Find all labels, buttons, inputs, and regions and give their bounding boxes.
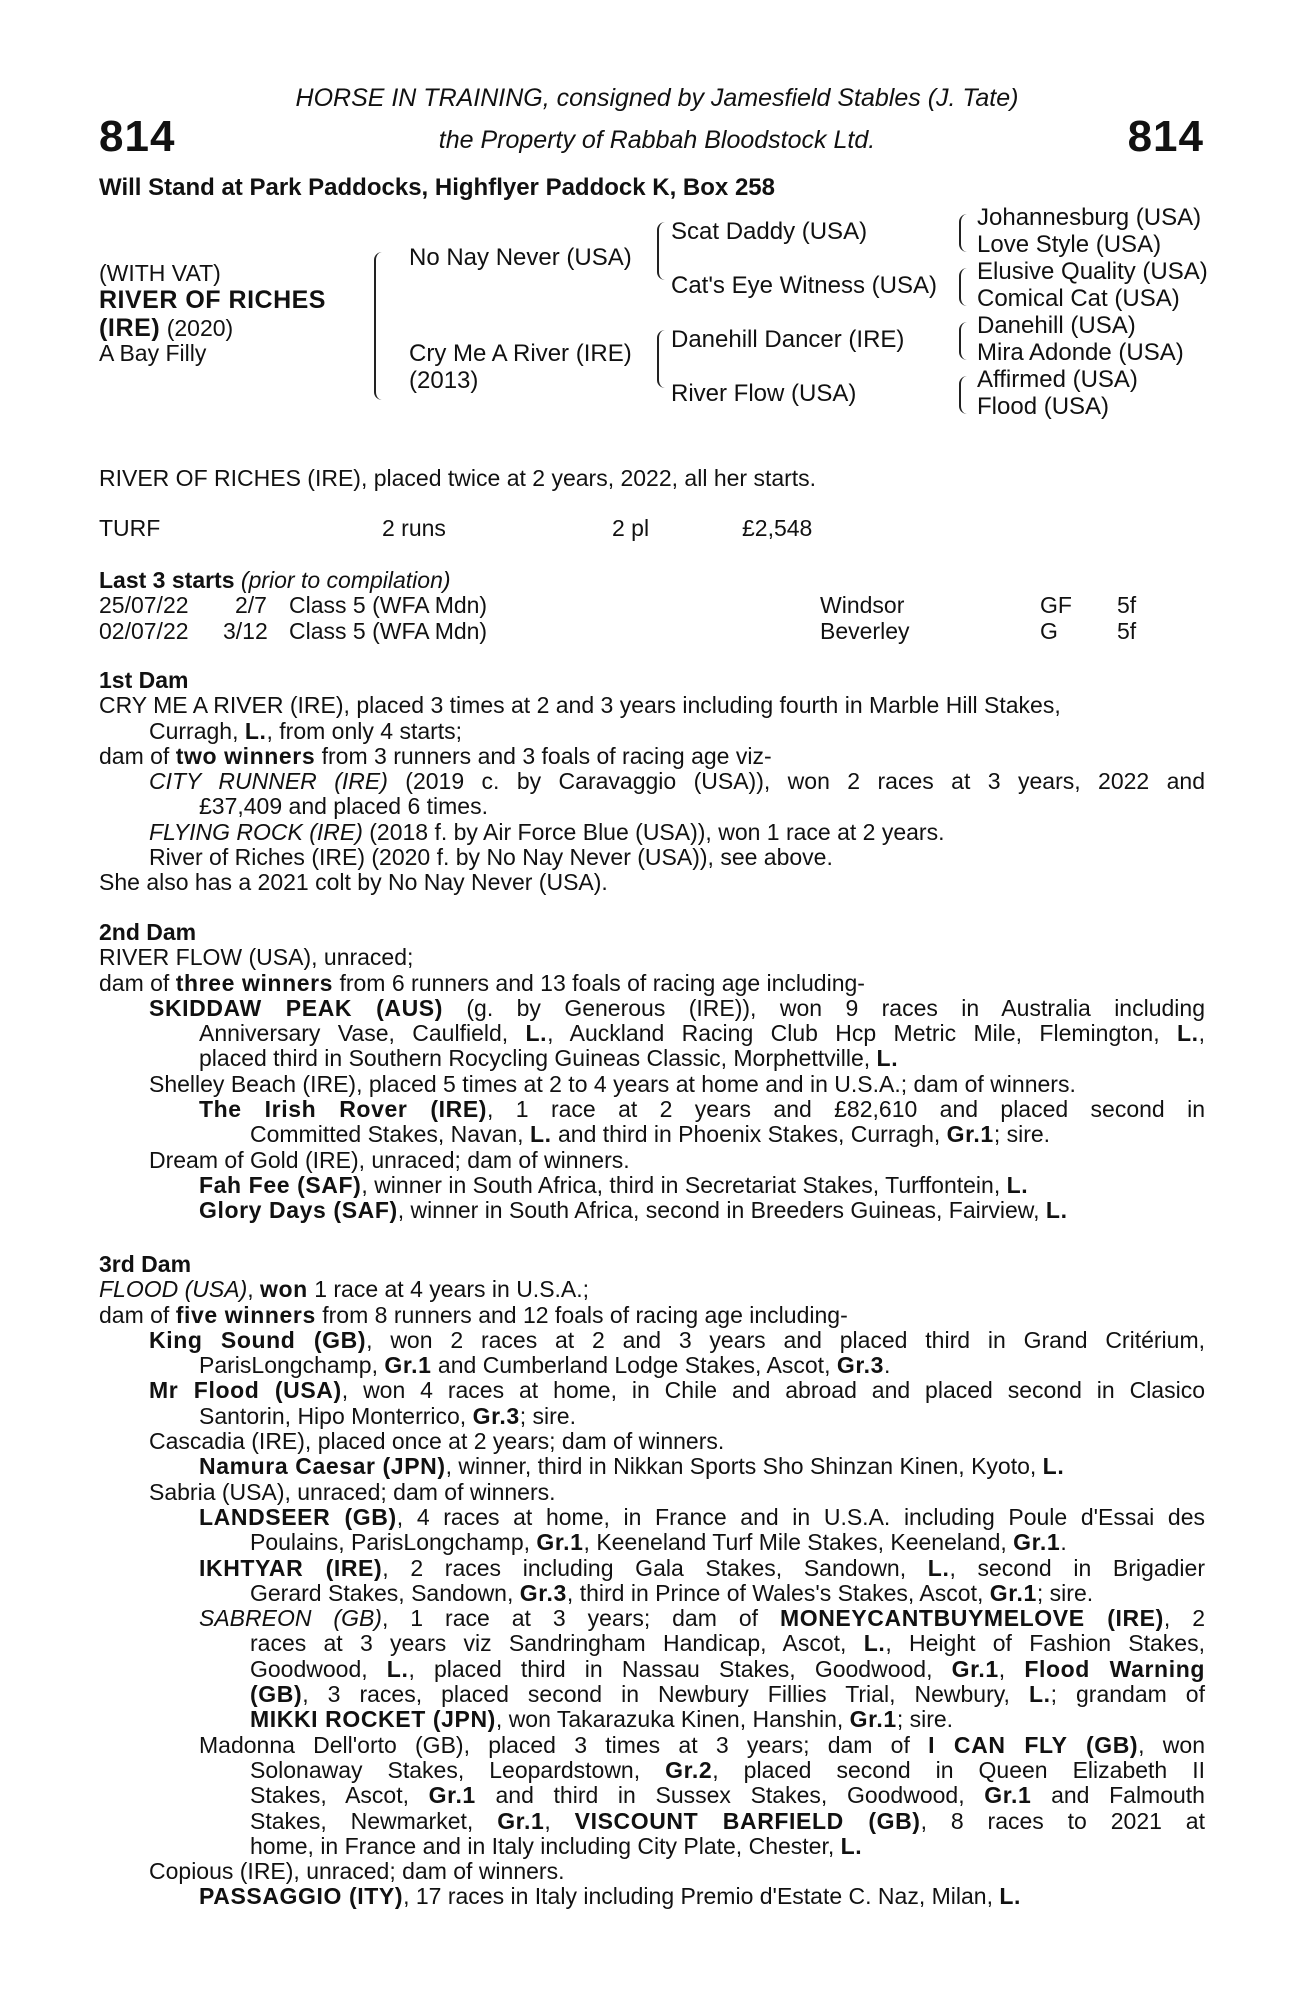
start-distance: 5f — [1117, 617, 1137, 644]
pedigree-brace-sire — [657, 222, 666, 280]
second-dam-line: RIVER FLOW (USA), unraced; — [99, 944, 414, 971]
third-dam-line: ParisLongchamp, Gr.1 and Cumberland Lodge Stakes, Ascot, Gr.3. — [199, 1352, 891, 1379]
third-dam-line: Mr Flood (USA), won 4 races at home, in Chile and abroad and placed second in Clasico — [149, 1377, 1205, 1404]
pedigree-brace-dam — [657, 330, 666, 388]
second-dam-section — [99, 920, 1205, 1224]
third-dam-line: LANDSEER (GB), 4 races at home, in France and in U.S.A. including Poule d'Essai des — [199, 1503, 1205, 1530]
stand-location: Will Stand at Park Paddocks, Highflyer Paddock K, Box 258 — [99, 174, 775, 201]
start-position: 2/7 — [235, 592, 267, 619]
horse-country: (IRE) — [99, 314, 161, 342]
horse-year: (2020) — [160, 315, 234, 341]
pedigree-brace-g3 — [959, 322, 967, 360]
race-record — [99, 516, 1205, 542]
first-dam-line: £37,409 and placed 6 times. — [199, 793, 488, 820]
race-summary: RIVER OF RICHES (IRE), placed twice at 2 years, 2022, all her starts. — [99, 465, 817, 491]
third-dam-line: Namura Caesar (JPN), winner, third in Nikkan Sports Sho Shinzan Kinen, Kyoto, L. — [199, 1453, 1065, 1480]
start-date: 25/07/22 — [99, 592, 189, 619]
start-distance: 5f — [1117, 592, 1137, 619]
second-dam-line: Dream of Gold (IRE), unraced; dam of winners. — [149, 1146, 630, 1173]
second-dam-line: Anniversary Vase, Caulfield, L., Auckland Racing Club Hcp Metric Mile, Flemington, L., — [199, 1020, 1205, 1047]
third-dam-line: Solonaway Stakes, Leopardstown, Gr.2, placed second in Queen Elizabeth II — [250, 1756, 1205, 1783]
second-dam-line: Committed Stakes, Navan, L. and third in Phoenix Stakes, Curragh, Gr.1; sire. — [250, 1121, 1051, 1148]
start-going: GF — [1040, 592, 1072, 619]
third-dam-line: dam of five winners from 8 runners and 12 foals of racing age including- — [99, 1301, 848, 1328]
pedigree-dds: Affirmed (USA) — [977, 366, 1138, 393]
horse-description: A Bay Filly — [99, 340, 207, 366]
pedigree-sire-sire: Scat Daddy (USA) — [671, 218, 868, 245]
second-dam-line: dam of three winners from 6 runners and 13 foals of racing age including- — [99, 969, 865, 996]
pedigree-sss: Johannesburg (USA) — [977, 204, 1202, 231]
first-dam-line: dam of two winners from 3 runners and 3 foals of racing age viz- — [99, 742, 772, 769]
horse-origin-year — [99, 314, 233, 343]
last-start-row-1 — [99, 593, 1205, 618]
first-dam-line: FLYING ROCK (IRE) (2018 f. by Air Force Blue (USA)), won 1 race at 2 years. — [149, 818, 945, 845]
third-dam-line: PASSAGGIO (ITY), 17 races in Italy including Premio d'Estate C. Naz, Milan, L. — [199, 1883, 1021, 1910]
third-dam-line: Poulains, ParisLongchamp, Gr.1, Keeneland Turf Mile Stakes, Keeneland, Gr.1. — [250, 1529, 1067, 1556]
third-dam-line: Goodwood, L., placed third in Nassau Stakes, Goodwood, Gr.1, Flood Warning — [250, 1655, 1206, 1682]
last-start-row-2 — [99, 619, 1205, 644]
pedigree-dam-sire: Danehill Dancer (IRE) — [671, 326, 905, 353]
pedigree-ssd: Love Style (USA) — [977, 231, 1162, 258]
second-dam-line: Glory Days (SAF), winner in South Africa, second in Breeders Guineas, Fairview, L. — [199, 1197, 1068, 1224]
start-race: Class 5 (WFA Mdn) — [289, 592, 488, 619]
third-dam-line: King Sound (GB), won 2 races at 2 and 3 years and placed third in Grand Critérium, — [149, 1326, 1205, 1353]
record-surface: TURF — [99, 515, 161, 541]
third-dam-line: FLOOD (USA), won 1 race at 4 years in U.S.A.; — [99, 1276, 590, 1303]
third-dam-line: SABREON (GB), 1 race at 3 years; dam of MONEYCANTBUYMELOVE (IRE), 2 — [199, 1605, 1205, 1632]
third-dam-line: Madonna Dell'orto (GB), placed 3 times at 3 years; dam of I CAN FLY (GB), won — [199, 1731, 1205, 1758]
property-line: the Property of Rabbah Bloodstock Ltd. — [438, 126, 876, 154]
first-dam-line: River of Riches (IRE) (2020 f. by No Nay Never (USA)), see above. — [149, 844, 833, 871]
first-dam-line: She also has a 2021 colt by No Nay Never (USA). — [99, 869, 608, 896]
second-dam-line: placed third in Southern Rocycling Guineas Classic, Morphettville, L. — [199, 1045, 899, 1072]
second-dam-title: 2nd Dam — [99, 919, 197, 945]
start-course: Beverley — [820, 617, 910, 644]
third-dam-line: MIKKI ROCKET (JPN), won Takarazuka Kinen, Hanshin, Gr.1; sire. — [250, 1706, 954, 1733]
start-position: 3/12 — [223, 617, 268, 644]
pedigree-sire: No Nay Never (USA) — [409, 244, 632, 271]
last-starts-section — [99, 568, 1205, 644]
third-dam-line: Cascadia (IRE), placed once at 2 years; dam of winners. — [149, 1428, 725, 1455]
pedigree-dam-year: (2013) — [409, 367, 479, 394]
first-dam-title: 1st Dam — [99, 667, 189, 693]
third-dam-line: races at 3 years viz Sandringham Handicap, Ascot, L., Height of Fashion Stakes, — [250, 1630, 1205, 1657]
first-dam-line: CITY RUNNER (IRE) (2019 c. by Caravaggio (USA)), won 2 races at 3 years, 2022 and — [149, 768, 1205, 795]
pedigree-brace-main — [374, 252, 384, 400]
first-dam-line: CRY ME A RIVER (IRE), placed 3 times at 2 and 3 years including fourth in Marble Hill Stakes, — [99, 692, 1061, 719]
third-dam-line: Copious (IRE), unraced; dam of winners. — [149, 1858, 565, 1885]
pedigree-brace-g2 — [959, 268, 967, 306]
start-date: 02/07/22 — [99, 617, 189, 644]
third-dam-line: Sabria (USA), unraced; dam of winners. — [149, 1478, 556, 1505]
first-dam-section — [99, 668, 1205, 896]
third-dam-line: Santorin, Hipo Monterrico, Gr.3; sire. — [199, 1402, 576, 1429]
third-dam-line: home, in France and in Italy including City Plate, Chester, L. — [250, 1832, 863, 1859]
last-starts-heading — [99, 568, 1205, 593]
pedigree-dss: Danehill (USA) — [977, 312, 1136, 339]
record-earnings: £2,548 — [742, 515, 813, 541]
second-dam-line: Shelley Beach (IRE), placed 5 times at 2 to 4 years at home and in U.S.A.; dam of winners. — [149, 1070, 1076, 1097]
third-dam-line: Gerard Stakes, Sandown, Gr.3, third in Prince of Wales's Stakes, Ascot, Gr.1; sire. — [250, 1579, 1094, 1606]
consignor-line: HORSE IN TRAINING, consigned by Jamesfield Stables (J. Tate) — [295, 84, 1019, 112]
horse-name: RIVER OF RICHES — [99, 286, 326, 314]
third-dam-line: Stakes, Ascot, Gr.1 and third in Sussex Stakes, Goodwood, Gr.1 and Falmouth — [250, 1782, 1205, 1809]
start-race: Class 5 (WFA Mdn) — [289, 617, 488, 644]
second-dam-line: The Irish Rover (IRE), 1 race at 2 years and £82,610 and placed second in — [199, 1096, 1205, 1123]
pedigree-dam: Cry Me A River (IRE) — [409, 340, 632, 367]
third-dam-line: (GB), 3 races, placed second in Newbury Fillies Trial, Newbury, L.; grandam of — [250, 1681, 1205, 1708]
third-dam-title: 3rd Dam — [99, 1251, 192, 1277]
third-dam-line: Stakes, Newmarket, Gr.1, VISCOUNT BARFIELD (GB), 8 races to 2021 at — [250, 1807, 1205, 1834]
lot-number-right: 814 — [1127, 112, 1204, 161]
last-starts-title: Last 3 starts — [99, 567, 235, 593]
pedigree-block — [99, 204, 1229, 430]
record-runs: 2 runs — [382, 515, 446, 541]
pedigree-sdd: Comical Cat (USA) — [977, 285, 1180, 312]
lot-number-left: 814 — [99, 112, 176, 161]
start-course: Windsor — [820, 592, 905, 619]
pedigree-dam-dam: River Flow (USA) — [671, 380, 857, 407]
pedigree-sire-dam: Cat's Eye Witness (USA) — [671, 272, 937, 299]
record-placed: 2 pl — [612, 515, 650, 541]
start-going: G — [1040, 617, 1058, 644]
pedigree-sds: Elusive Quality (USA) — [977, 258, 1208, 285]
pedigree-brace-g4 — [959, 376, 967, 414]
third-dam-section — [99, 1252, 1205, 1910]
second-dam-line: SKIDDAW PEAK (AUS) (g. by Generous (IRE)), won 9 races in Australia including — [149, 994, 1205, 1021]
first-dam-line: Curragh, L., from only 4 starts; — [149, 717, 463, 744]
pedigree-ddd: Flood (USA) — [977, 393, 1110, 420]
pedigree-brace-g1 — [959, 214, 967, 252]
vat-label: (WITH VAT) — [99, 260, 221, 286]
pedigree-dsd: Mira Adonde (USA) — [977, 339, 1184, 366]
last-starts-note: (prior to compilation) — [234, 567, 451, 593]
third-dam-line: IKHTYAR (IRE), 2 races including Gala Stakes, Sandown, L., second in Brigadier — [199, 1554, 1205, 1581]
second-dam-line: Fah Fee (SAF), winner in South Africa, third in Secretariat Stakes, Turffontein, L. — [199, 1171, 1029, 1198]
